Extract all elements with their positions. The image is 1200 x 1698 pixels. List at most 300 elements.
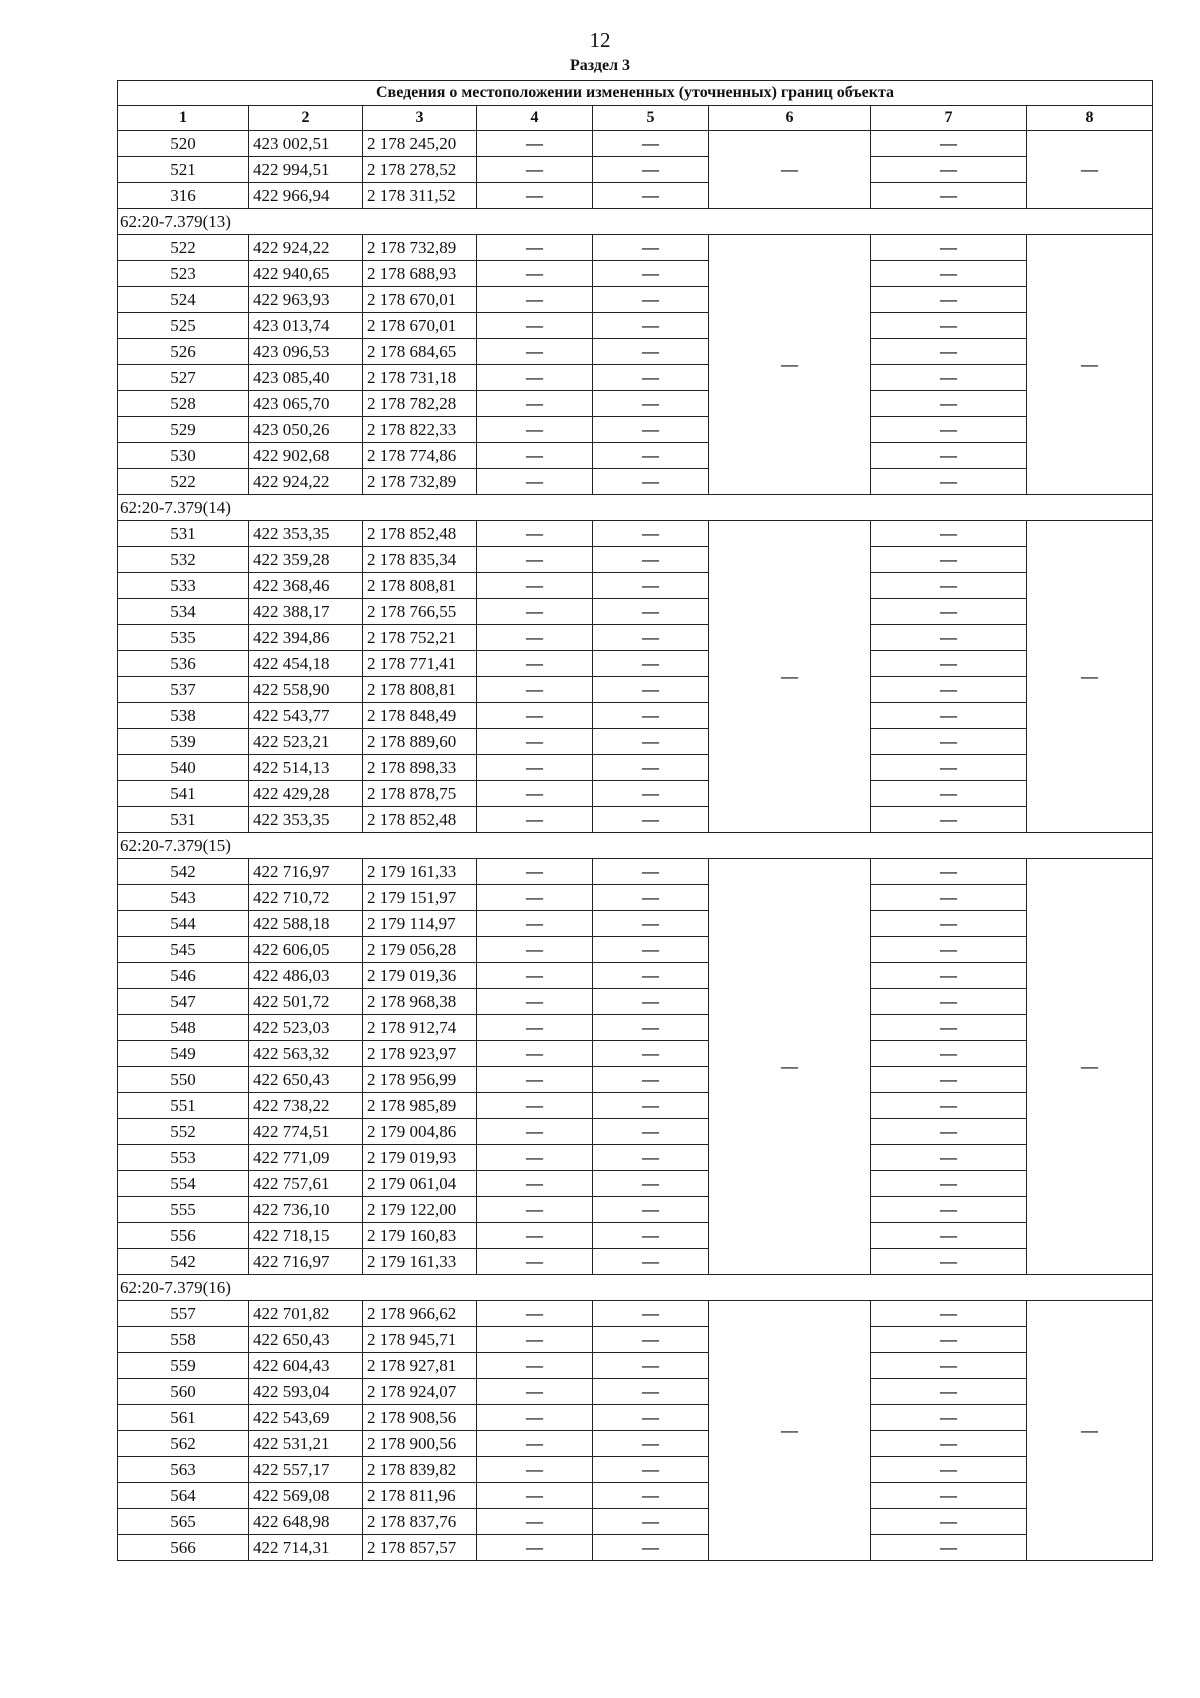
point-number: 539 [118,729,249,755]
point-number: 560 [118,1379,249,1405]
column-7-value: — [871,1041,1027,1067]
column-4-value: — [477,547,593,573]
column-5-value: — [593,1067,709,1093]
coordinate-x: 422 368,46 [249,573,363,599]
point-number: 544 [118,911,249,937]
column-4-value: — [477,625,593,651]
coordinate-y: 2 179 056,28 [363,937,477,963]
column-4-value: — [477,1535,593,1561]
coordinate-y: 2 178 889,60 [363,729,477,755]
point-number: 530 [118,443,249,469]
table-row [118,391,1153,417]
point-number: 531 [118,807,249,833]
coordinate-x: 422 924,22 [249,469,363,495]
table-row [118,1249,1153,1275]
coordinate-x: 422 716,97 [249,1249,363,1275]
coordinate-y: 2 178 927,81 [363,1353,477,1379]
point-number: 563 [118,1457,249,1483]
column-8-merged-value: — [1027,1301,1153,1561]
column-7-value: — [871,287,1027,313]
column-4-value: — [477,157,593,183]
table-row [118,937,1153,963]
parcel-group-label: 62:20-7.379(16) [118,1275,1153,1301]
point-number: 548 [118,1015,249,1041]
coordinate-y: 2 178 771,41 [363,651,477,677]
column-5-value: — [593,781,709,807]
column-4-value: — [477,599,593,625]
column-4-value: — [477,1093,593,1119]
column-number: 5 [593,106,709,131]
table-row [118,521,1153,547]
coordinate-x: 422 558,90 [249,677,363,703]
point-number: 566 [118,1535,249,1561]
column-5-value: — [593,677,709,703]
coordinate-x: 422 394,86 [249,625,363,651]
column-7-value: — [871,183,1027,209]
column-4-value: — [477,365,593,391]
coordinate-x: 422 543,69 [249,1405,363,1431]
parcel-group-row [118,495,1153,521]
column-4-value: — [477,885,593,911]
column-4-value: — [477,859,593,885]
table-row [118,1327,1153,1353]
table-row [118,677,1153,703]
column-5-value: — [593,339,709,365]
table-row [118,235,1153,261]
parcel-group-row [118,209,1153,235]
coordinate-y: 2 178 966,62 [363,1301,477,1327]
column-4-value: — [477,1145,593,1171]
coordinate-x: 422 569,08 [249,1483,363,1509]
coordinate-x: 422 606,05 [249,937,363,963]
column-number: 3 [363,106,477,131]
column-4-value: — [477,1015,593,1041]
column-number: 1 [118,106,249,131]
column-6-merged-value: — [709,131,871,209]
column-5-value: — [593,989,709,1015]
column-7-value: — [871,365,1027,391]
coordinate-x: 422 714,31 [249,1535,363,1561]
column-5-value: — [593,365,709,391]
column-7-value: — [871,1249,1027,1275]
column-5-value: — [593,1171,709,1197]
column-5-value: — [593,1145,709,1171]
column-7-value: — [871,157,1027,183]
coordinate-y: 2 178 782,28 [363,391,477,417]
point-number: 520 [118,131,249,157]
column-7-value: — [871,1457,1027,1483]
point-number: 554 [118,1171,249,1197]
table-row [118,1093,1153,1119]
coordinate-x: 422 650,43 [249,1327,363,1353]
column-4-value: — [477,1171,593,1197]
coordinate-y: 2 178 837,76 [363,1509,477,1535]
coordinate-y: 2 178 852,48 [363,807,477,833]
coordinate-y: 2 178 731,18 [363,365,477,391]
column-4-value: — [477,1353,593,1379]
coordinate-y: 2 179 061,04 [363,1171,477,1197]
parcel-group-label: 62:20-7.379(15) [118,833,1153,859]
coordinate-y: 2 178 900,56 [363,1431,477,1457]
coordinate-x: 422 523,21 [249,729,363,755]
table-row [118,1197,1153,1223]
point-number: 534 [118,599,249,625]
column-6-merged-value: — [709,859,871,1275]
coordinate-y: 2 178 766,55 [363,599,477,625]
column-5-value: — [593,1509,709,1535]
column-6-merged-value: — [709,521,871,833]
coordinate-x: 422 924,22 [249,235,363,261]
coordinate-x: 423 013,74 [249,313,363,339]
column-7-value: — [871,1223,1027,1249]
point-number: 521 [118,157,249,183]
column-7-value: — [871,1171,1027,1197]
column-5-value: — [593,1041,709,1067]
point-number: 555 [118,1197,249,1223]
column-7-value: — [871,417,1027,443]
coordinate-x: 422 757,61 [249,1171,363,1197]
column-7-value: — [871,1405,1027,1431]
point-number: 522 [118,235,249,261]
column-7-value: — [871,1379,1027,1405]
coordinate-y: 2 178 774,86 [363,443,477,469]
column-5-value: — [593,261,709,287]
column-7-value: — [871,599,1027,625]
coordinate-x: 422 353,35 [249,807,363,833]
column-7-value: — [871,885,1027,911]
column-4-value: — [477,287,593,313]
point-number: 553 [118,1145,249,1171]
column-5-value: — [593,651,709,677]
column-7-value: — [871,469,1027,495]
point-number: 562 [118,1431,249,1457]
column-8-merged-value: — [1027,859,1153,1275]
column-4-value: — [477,937,593,963]
coordinate-x: 422 771,09 [249,1145,363,1171]
coordinate-y: 2 178 968,38 [363,989,477,1015]
column-5-value: — [593,1093,709,1119]
column-4-value: — [477,1431,593,1457]
column-4-value: — [477,313,593,339]
column-4-value: — [477,703,593,729]
column-7-value: — [871,703,1027,729]
column-number-row [118,106,1153,131]
coordinate-y: 2 178 688,93 [363,261,477,287]
column-4-value: — [477,1301,593,1327]
column-5-value: — [593,1327,709,1353]
coordinate-y: 2 178 808,81 [363,573,477,599]
point-number: 535 [118,625,249,651]
column-5-value: — [593,313,709,339]
table-row [118,1483,1153,1509]
coordinate-x: 422 557,17 [249,1457,363,1483]
column-4-value: — [477,1405,593,1431]
table-caption: Сведения о местоположении измененных (уточненных) границ объекта [118,81,1153,106]
column-6-merged-value: — [709,235,871,495]
table-row [118,1431,1153,1457]
table-row [118,313,1153,339]
column-5-value: — [593,1301,709,1327]
coordinate-y: 2 178 945,71 [363,1327,477,1353]
coordinate-x: 422 563,32 [249,1041,363,1067]
table-row [118,703,1153,729]
point-number: 529 [118,417,249,443]
column-4-value: — [477,989,593,1015]
column-7-value: — [871,781,1027,807]
column-4-value: — [477,235,593,261]
column-4-value: — [477,1067,593,1093]
column-number: 7 [871,106,1027,131]
coordinate-y: 2 179 004,86 [363,1119,477,1145]
column-5-value: — [593,521,709,547]
section-title: Раздел 3 [569,57,631,74]
column-7-value: — [871,443,1027,469]
point-number: 526 [118,339,249,365]
column-4-value: — [477,261,593,287]
parcel-group-row [118,833,1153,859]
column-5-value: — [593,729,709,755]
column-5-value: — [593,131,709,157]
column-7-value: — [871,521,1027,547]
column-8-merged-value: — [1027,235,1153,495]
coordinate-y: 2 179 161,33 [363,1249,477,1275]
table-row [118,1145,1153,1171]
coordinate-x: 422 486,03 [249,963,363,989]
column-4-value: — [477,651,593,677]
coordinate-y: 2 178 811,96 [363,1483,477,1509]
parcel-group-row [118,1275,1153,1301]
point-number: 523 [118,261,249,287]
coordinate-x: 422 966,94 [249,183,363,209]
column-4-value: — [477,521,593,547]
column-7-value: — [871,1353,1027,1379]
page-number: 12 [589,28,611,52]
column-5-value: — [593,703,709,729]
coordinate-x: 422 648,98 [249,1509,363,1535]
column-4-value: — [477,1041,593,1067]
column-8-merged-value: — [1027,521,1153,833]
column-4-value: — [477,469,593,495]
table-row [118,599,1153,625]
table-row [118,1223,1153,1249]
point-number: 540 [118,755,249,781]
coordinate-y: 2 178 278,52 [363,157,477,183]
column-7-value: — [871,131,1027,157]
column-7-value: — [871,391,1027,417]
column-7-value: — [871,1509,1027,1535]
point-number: 537 [118,677,249,703]
table-row [118,1041,1153,1067]
column-8-merged-value: — [1027,131,1153,209]
column-5-value: — [593,443,709,469]
column-5-value: — [593,573,709,599]
table-row [118,1067,1153,1093]
table-row [118,1301,1153,1327]
column-4-value: — [477,443,593,469]
column-5-value: — [593,287,709,313]
point-number: 550 [118,1067,249,1093]
coordinate-y: 2 179 160,83 [363,1223,477,1249]
column-5-value: — [593,183,709,209]
column-4-value: — [477,755,593,781]
column-4-value: — [477,1327,593,1353]
coordinate-y: 2 178 956,99 [363,1067,477,1093]
column-5-value: — [593,599,709,625]
coordinate-y: 2 178 670,01 [363,287,477,313]
table-row [118,183,1153,209]
column-7-value: — [871,937,1027,963]
column-5-value: — [593,1119,709,1145]
column-7-value: — [871,1431,1027,1457]
point-number: 565 [118,1509,249,1535]
coordinate-x: 422 501,72 [249,989,363,1015]
coordinate-y: 2 178 923,97 [363,1041,477,1067]
coordinate-x: 422 531,21 [249,1431,363,1457]
column-7-value: — [871,573,1027,599]
coordinate-y: 2 178 311,52 [363,183,477,209]
column-4-value: — [477,391,593,417]
column-7-value: — [871,625,1027,651]
coordinate-x: 422 736,10 [249,1197,363,1223]
point-number: 542 [118,1249,249,1275]
column-5-value: — [593,911,709,937]
column-7-value: — [871,1483,1027,1509]
table-row [118,1015,1153,1041]
column-5-value: — [593,469,709,495]
coordinate-x: 423 085,40 [249,365,363,391]
column-7-value: — [871,1535,1027,1561]
point-number: 561 [118,1405,249,1431]
table-row [118,989,1153,1015]
column-7-value: — [871,1093,1027,1119]
column-4-value: — [477,1223,593,1249]
table-row [118,573,1153,599]
coordinate-y: 2 179 019,36 [363,963,477,989]
coordinate-x: 423 050,26 [249,417,363,443]
point-number: 525 [118,313,249,339]
table-row [118,755,1153,781]
column-5-value: — [593,1483,709,1509]
point-number: 557 [118,1301,249,1327]
point-number: 556 [118,1223,249,1249]
coordinate-y: 2 179 161,33 [363,859,477,885]
column-4-value: — [477,1483,593,1509]
column-5-value: — [593,1379,709,1405]
coordinate-x: 422 429,28 [249,781,363,807]
table-row [118,1171,1153,1197]
point-number: 542 [118,859,249,885]
coordinate-x: 422 593,04 [249,1379,363,1405]
coordinate-x: 423 002,51 [249,131,363,157]
column-7-value: — [871,1145,1027,1171]
coordinate-y: 2 178 852,48 [363,521,477,547]
column-5-value: — [593,859,709,885]
point-number: 552 [118,1119,249,1145]
table-row [118,443,1153,469]
coordinate-y: 2 178 732,89 [363,469,477,495]
column-5-value: — [593,1249,709,1275]
column-5-value: — [593,625,709,651]
column-5-value: — [593,1535,709,1561]
column-6-merged-value: — [709,1301,871,1561]
point-number: 549 [118,1041,249,1067]
column-7-value: — [871,729,1027,755]
column-4-value: — [477,963,593,989]
coordinate-x: 422 716,97 [249,859,363,885]
point-number: 532 [118,547,249,573]
column-4-value: — [477,807,593,833]
coordinate-x: 422 588,18 [249,911,363,937]
table-row [118,365,1153,391]
table-row [118,651,1153,677]
point-number: 531 [118,521,249,547]
coordinate-y: 2 178 898,33 [363,755,477,781]
table-row [118,1405,1153,1431]
column-7-value: — [871,651,1027,677]
column-4-value: — [477,1249,593,1275]
coordinate-y: 2 179 019,93 [363,1145,477,1171]
column-7-value: — [871,677,1027,703]
table-row [118,625,1153,651]
table-row [118,131,1153,157]
column-number: 4 [477,106,593,131]
point-number: 524 [118,287,249,313]
point-number: 559 [118,1353,249,1379]
column-number: 8 [1027,106,1153,131]
coordinate-x: 422 710,72 [249,885,363,911]
column-4-value: — [477,131,593,157]
column-4-value: — [477,1457,593,1483]
table-row [118,859,1153,885]
table-row [118,1457,1153,1483]
coordinate-y: 2 179 114,97 [363,911,477,937]
coordinate-x: 422 940,65 [249,261,363,287]
coordinate-x: 422 604,43 [249,1353,363,1379]
coordinate-y: 2 178 808,81 [363,677,477,703]
column-4-value: — [477,183,593,209]
column-5-value: — [593,1015,709,1041]
coordinate-y: 2 178 912,74 [363,1015,477,1041]
coordinate-y: 2 178 857,57 [363,1535,477,1561]
table-row [118,1379,1153,1405]
table-row [118,417,1153,443]
point-number: 564 [118,1483,249,1509]
table-row [118,1119,1153,1145]
coordinate-x: 423 065,70 [249,391,363,417]
column-7-value: — [871,807,1027,833]
coordinate-x: 422 514,13 [249,755,363,781]
table-row [118,963,1153,989]
column-7-value: — [871,1327,1027,1353]
column-5-value: — [593,235,709,261]
column-5-value: — [593,417,709,443]
column-4-value: — [477,677,593,703]
column-5-value: — [593,1353,709,1379]
coordinate-x: 422 994,51 [249,157,363,183]
point-number: 546 [118,963,249,989]
column-5-value: — [593,1457,709,1483]
table-row [118,1535,1153,1561]
coordinate-x: 422 454,18 [249,651,363,677]
point-number: 538 [118,703,249,729]
point-number: 527 [118,365,249,391]
column-4-value: — [477,417,593,443]
column-7-value: — [871,339,1027,365]
column-5-value: — [593,1405,709,1431]
coordinate-x: 422 774,51 [249,1119,363,1145]
coordinate-y: 2 178 732,89 [363,235,477,261]
column-5-value: — [593,157,709,183]
